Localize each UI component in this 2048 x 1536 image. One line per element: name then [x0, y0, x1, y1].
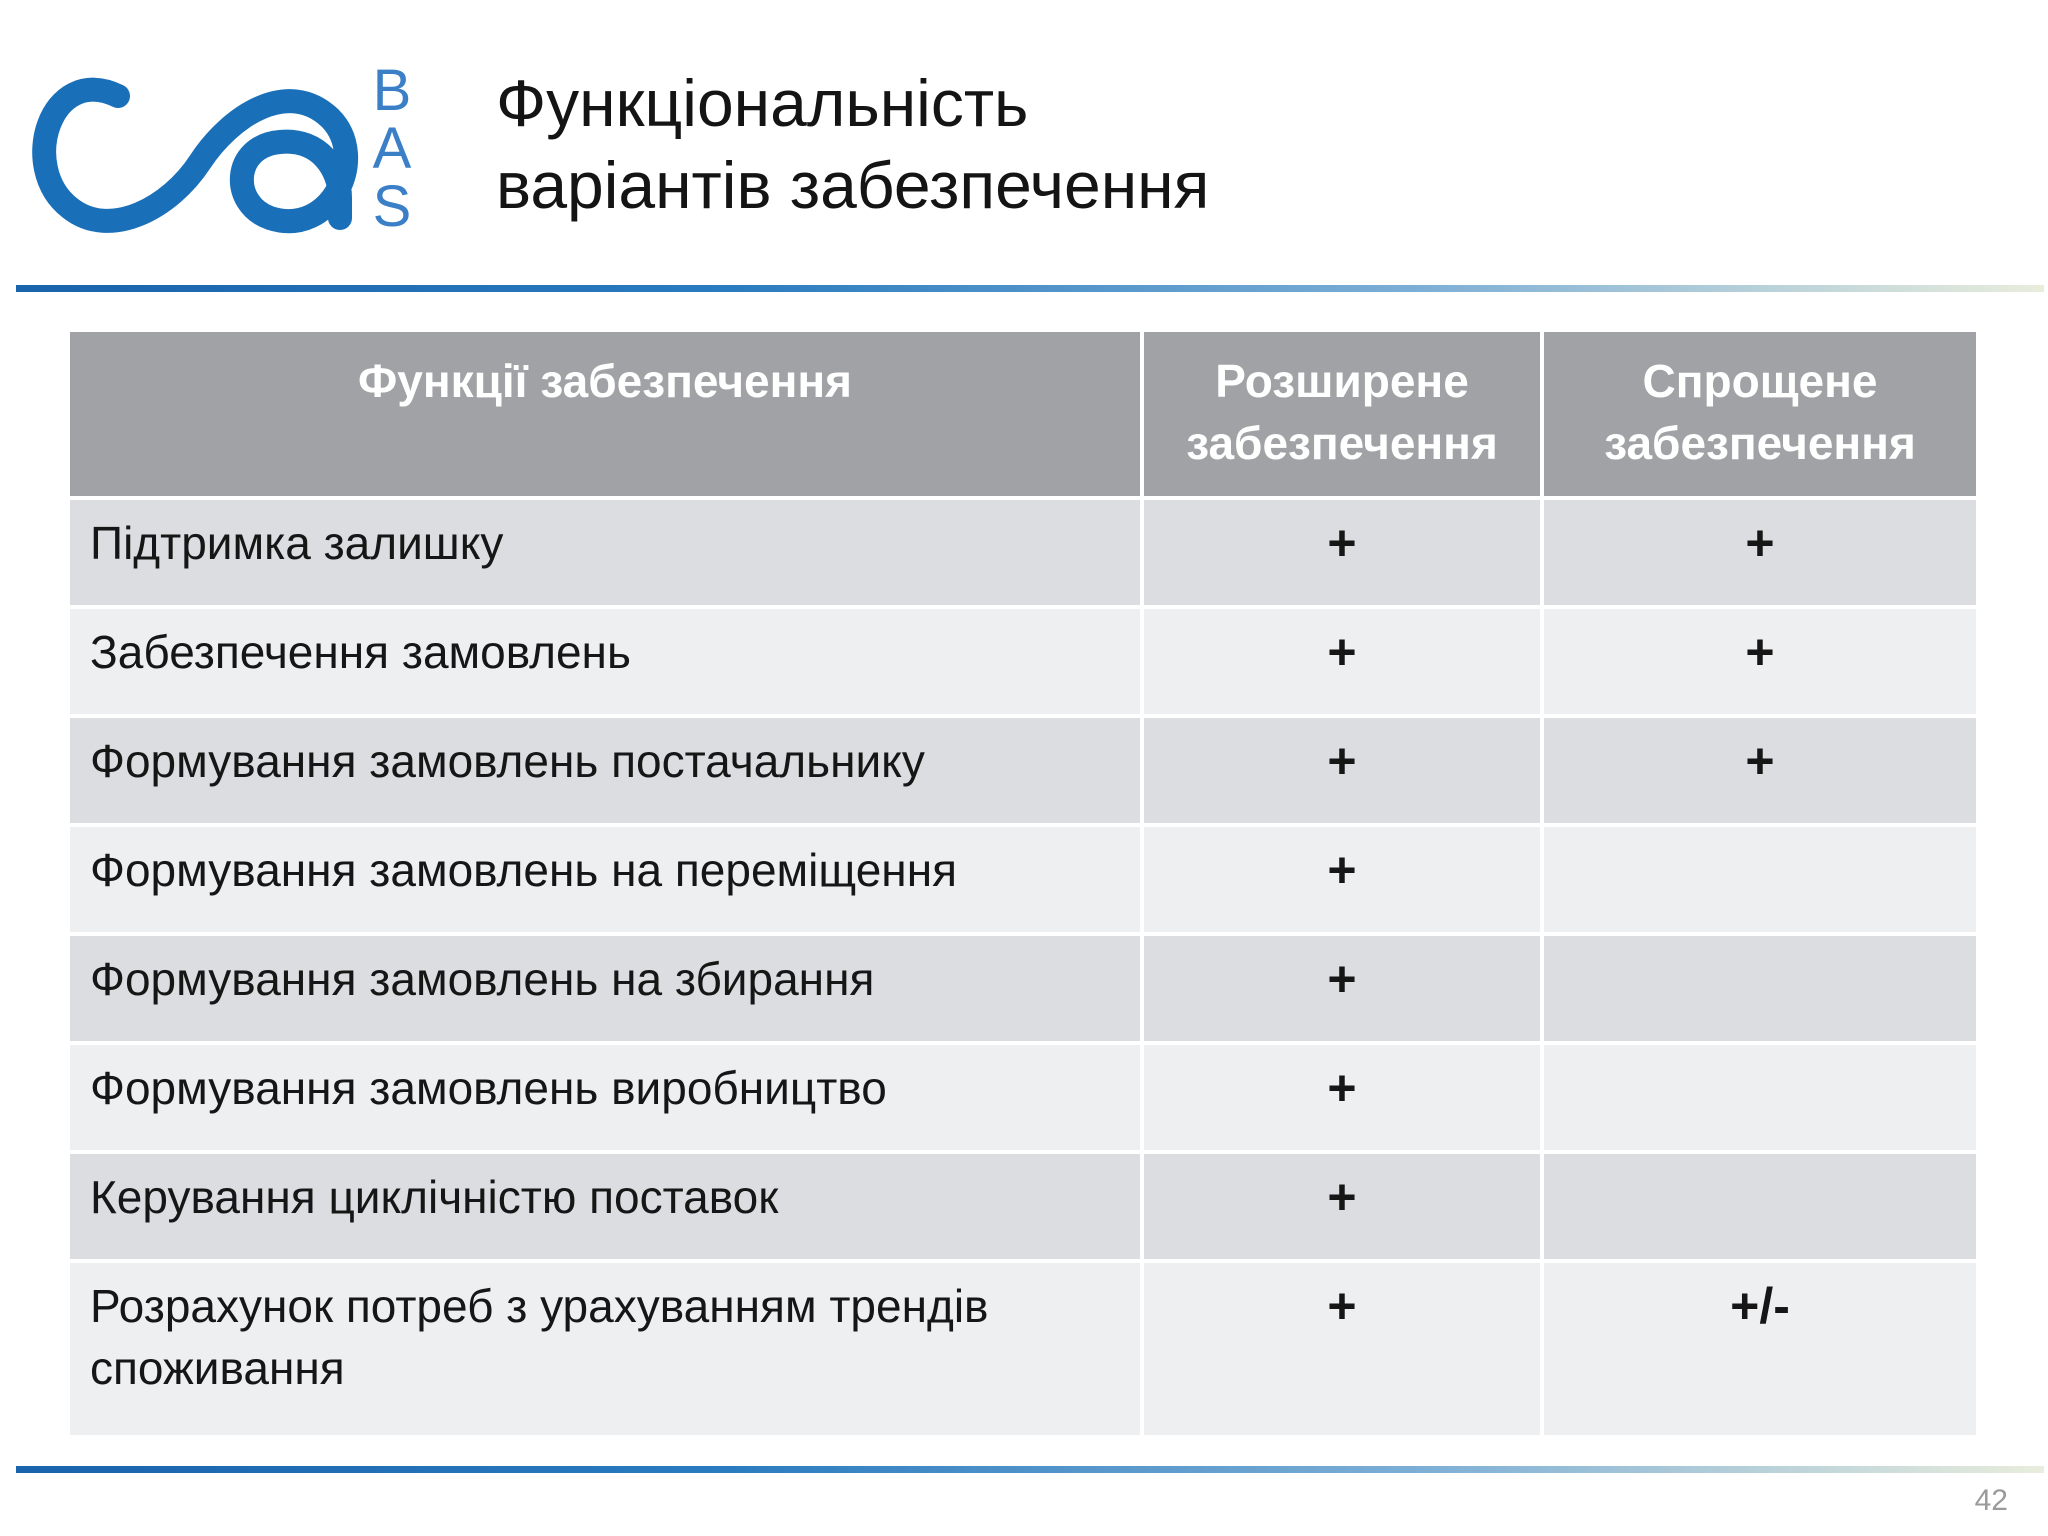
- header-functions: Функції забезпечення: [70, 332, 1140, 496]
- logo-letter-b: B: [372, 58, 412, 123]
- top-divider: [16, 285, 2044, 292]
- extended-cell: +: [1144, 1154, 1540, 1259]
- extended-cell: +: [1144, 718, 1540, 823]
- simplified-cell: +: [1544, 500, 1976, 605]
- simplified-cell: +/-: [1544, 1263, 1976, 1435]
- simplified-cell: [1544, 827, 1976, 932]
- page-title-line-1: Функціональність: [496, 66, 1029, 140]
- features-table: [66, 328, 1980, 1439]
- table-row: [70, 718, 1976, 823]
- bas-logo-letters: [362, 58, 422, 239]
- header-simplified: Спрощене забезпечення: [1544, 332, 1976, 496]
- table-row: [70, 609, 1976, 714]
- function-cell: Формування замовлень постачальнику: [70, 718, 1140, 823]
- function-cell: Керування циклічністю поставок: [70, 1154, 1140, 1259]
- page-title: [496, 62, 1209, 226]
- logo-letter-a: A: [372, 116, 412, 181]
- extended-cell: +: [1144, 1045, 1540, 1150]
- function-cell: Формування замовлень виробництво: [70, 1045, 1140, 1150]
- bas-infinity-logo-icon: [30, 58, 360, 238]
- simplified-cell: [1544, 936, 1976, 1041]
- simplified-cell: [1544, 1154, 1976, 1259]
- simplified-cell: +: [1544, 609, 1976, 714]
- simplified-cell: [1544, 1045, 1976, 1150]
- page-number: 42: [1974, 1484, 2008, 1517]
- page-title-line-2: варіантів забезпечення: [496, 148, 1210, 222]
- header-extended: Розширене забезпечення: [1144, 332, 1540, 496]
- table-header-row: [70, 332, 1976, 496]
- extended-cell: +: [1144, 500, 1540, 605]
- simplified-cell: +: [1544, 718, 1976, 823]
- function-cell: Підтримка залишку: [70, 500, 1140, 605]
- extended-cell: +: [1144, 609, 1540, 714]
- table-row: [70, 1154, 1976, 1259]
- function-cell: Формування замовлень на переміщення: [70, 827, 1140, 932]
- function-cell: Формування замовлень на збирання: [70, 936, 1140, 1041]
- extended-cell: +: [1144, 827, 1540, 932]
- extended-cell: +: [1144, 936, 1540, 1041]
- bottom-divider: [16, 1466, 2044, 1473]
- table-row: [70, 827, 1976, 932]
- function-cell: Розрахунок потреб з урахуванням трендів споживання: [70, 1263, 1140, 1435]
- function-cell: Забезпечення замовлень: [70, 609, 1140, 714]
- table-row: [70, 1263, 1976, 1435]
- logo-letter-s: S: [372, 174, 412, 239]
- table-row: [70, 1045, 1976, 1150]
- extended-cell: +: [1144, 1263, 1540, 1435]
- bas-logo: [30, 58, 360, 238]
- table-row: [70, 500, 1976, 605]
- table-row: [70, 936, 1976, 1041]
